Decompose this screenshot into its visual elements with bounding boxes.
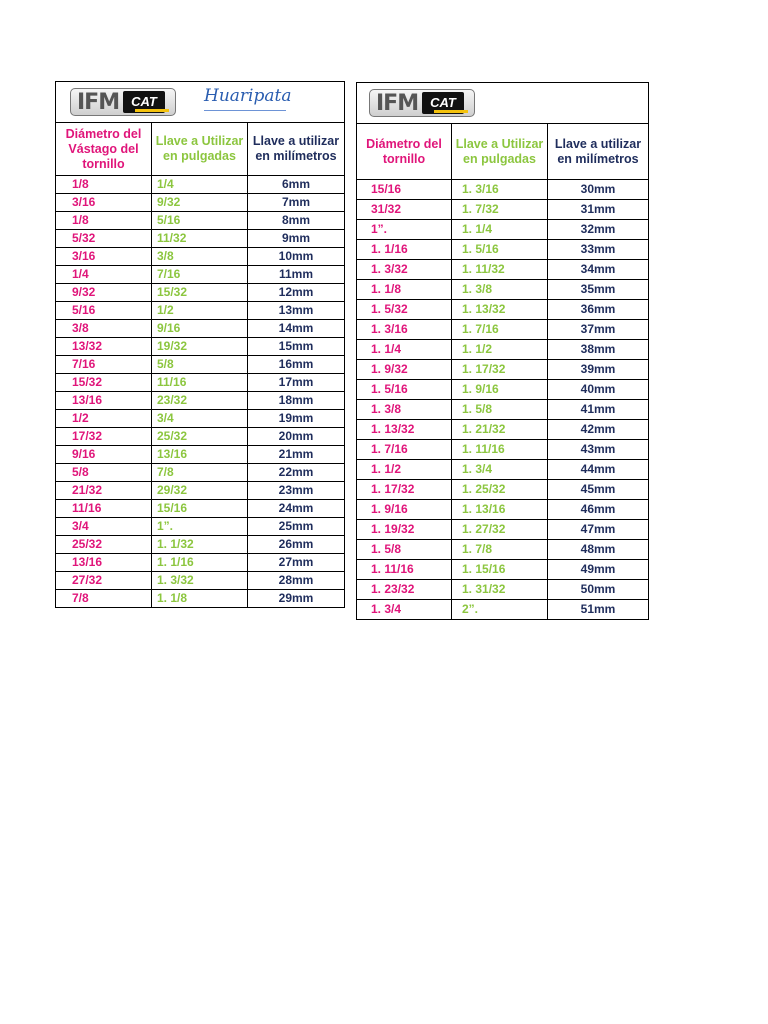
table-row — [357, 420, 649, 440]
table-row — [56, 302, 345, 320]
wrench-mm-cell: 49mm — [548, 560, 649, 580]
wrench-inches-cell: 1. 13/16 — [452, 500, 548, 520]
wrench-inches-cell: 1. 11/32 — [452, 260, 548, 280]
wrench-mm-cell: 34mm — [548, 260, 649, 280]
wrench-inches-cell: 3/4 — [152, 410, 248, 428]
bolt-diameter-cell: 31/32 — [357, 200, 452, 220]
left-logo-header — [56, 82, 345, 123]
bolt-diameter-cell: 1. 3/8 — [357, 400, 452, 420]
bolt-diameter-cell: 7/16 — [56, 356, 152, 374]
bolt-diameter-cell: 1. 13/32 — [357, 420, 452, 440]
right-header-row — [357, 124, 649, 180]
bolt-diameter-cell: 13/32 — [56, 338, 152, 356]
table-row — [357, 380, 649, 400]
header-wrench-inches: Llave a Utilizar en pulgadas — [152, 123, 248, 176]
table-row — [357, 460, 649, 480]
table-row — [56, 446, 345, 464]
wrench-inches-cell: 5/16 — [152, 212, 248, 230]
wrench-mm-cell: 47mm — [548, 520, 649, 540]
table-row — [56, 518, 345, 536]
wrench-mm-cell: 7mm — [248, 194, 345, 212]
wrench-mm-cell: 22mm — [248, 464, 345, 482]
wrench-mm-cell: 50mm — [548, 580, 649, 600]
wrench-inches-cell: 1. 3/4 — [452, 460, 548, 480]
wrench-mm-cell: 9mm — [248, 230, 345, 248]
table-row — [357, 300, 649, 320]
table-row — [56, 338, 345, 356]
bolt-diameter-cell: 1. 3/32 — [357, 260, 452, 280]
table-row — [357, 320, 649, 340]
cat-logo-text: CAT — [123, 91, 165, 113]
table-row — [56, 356, 345, 374]
table-row — [56, 590, 345, 608]
wrench-inches-cell: 29/32 — [152, 482, 248, 500]
wrench-mm-cell: 25mm — [248, 518, 345, 536]
wrench-mm-cell: 6mm — [248, 176, 345, 194]
wrench-mm-cell: 24mm — [248, 500, 345, 518]
bolt-diameter-cell: 1/8 — [56, 212, 152, 230]
bolt-diameter-cell: 25/32 — [56, 536, 152, 554]
wrench-mm-cell: 37mm — [548, 320, 649, 340]
wrench-mm-cell: 36mm — [548, 300, 649, 320]
bolt-diameter-cell: 21/32 — [56, 482, 152, 500]
right-logo-header — [357, 83, 649, 124]
bolt-diameter-cell: 1. 5/32 — [357, 300, 452, 320]
bolt-diameter-cell: 3/16 — [56, 194, 152, 212]
bolt-diameter-cell: 5/32 — [56, 230, 152, 248]
bolt-diameter-cell: 1. 23/32 — [357, 580, 452, 600]
table-row — [357, 480, 649, 500]
bolt-diameter-cell: 7/8 — [56, 590, 152, 608]
wrench-inches-cell: 9/32 — [152, 194, 248, 212]
wrench-inches-cell: 1. 21/32 — [452, 420, 548, 440]
wrench-inches-cell: 1. 11/16 — [452, 440, 548, 460]
bolt-diameter-cell: 9/32 — [56, 284, 152, 302]
wrench-mm-cell: 33mm — [548, 240, 649, 260]
bolt-diameter-cell: 13/16 — [56, 554, 152, 572]
bolt-diameter-cell: 1/2 — [56, 410, 152, 428]
ifm-logo-text: IFM — [77, 89, 120, 115]
table-row — [357, 360, 649, 380]
bolt-diameter-cell: 1. 1/16 — [357, 240, 452, 260]
table-row — [357, 540, 649, 560]
bolt-diameter-cell: 1. 17/32 — [357, 480, 452, 500]
table-row — [357, 220, 649, 240]
wrench-inches-cell: 1. 25/32 — [452, 480, 548, 500]
wrench-mm-cell: 23mm — [248, 482, 345, 500]
bolt-diameter-cell: 1”. — [357, 220, 452, 240]
bolt-diameter-cell: 1. 7/16 — [357, 440, 452, 460]
header-wrench-inches: Llave a Utilizar en pulgadas — [452, 124, 548, 180]
table-row — [357, 180, 649, 200]
wrench-mm-cell: 45mm — [548, 480, 649, 500]
wrench-mm-cell: 17mm — [248, 374, 345, 392]
wrench-inches-cell: 3/8 — [152, 248, 248, 266]
wrench-inches-cell: 1. 3/32 — [152, 572, 248, 590]
header-wrench-mm: Llave a utilizar en milímetros — [248, 123, 345, 176]
table-row — [56, 572, 345, 590]
table-row — [56, 374, 345, 392]
table-row — [357, 340, 649, 360]
wrench-inches-cell: 1. 17/32 — [452, 360, 548, 380]
table-row — [56, 536, 345, 554]
wrench-inches-cell: 1/4 — [152, 176, 248, 194]
wrench-inches-cell: 1. 1/8 — [152, 590, 248, 608]
huaripata-underline — [204, 110, 286, 111]
table-row — [56, 230, 345, 248]
bolt-diameter-cell: 1/4 — [56, 266, 152, 284]
table-row — [357, 560, 649, 580]
wrench-mm-cell: 38mm — [548, 340, 649, 360]
wrench-mm-cell: 10mm — [248, 248, 345, 266]
wrench-inches-cell: 1. 31/32 — [452, 580, 548, 600]
wrench-inches-cell: 1. 9/16 — [452, 380, 548, 400]
ifm-cat-logo — [70, 88, 176, 116]
bolt-diameter-cell: 3/4 — [56, 518, 152, 536]
wrench-mm-cell: 28mm — [248, 572, 345, 590]
table-row — [357, 200, 649, 220]
wrench-mm-cell: 29mm — [248, 590, 345, 608]
wrench-inches-cell: 13/16 — [152, 446, 248, 464]
wrench-inches-cell: 1”. — [152, 518, 248, 536]
bolt-diameter-cell: 15/32 — [56, 374, 152, 392]
bolt-diameter-cell: 3/16 — [56, 248, 152, 266]
bolt-diameter-cell: 1. 1/2 — [357, 460, 452, 480]
table-row — [56, 392, 345, 410]
bolt-diameter-cell: 1. 5/8 — [357, 540, 452, 560]
wrench-inches-cell: 23/32 — [152, 392, 248, 410]
bolt-diameter-cell: 1. 3/4 — [357, 600, 452, 620]
wrench-mm-cell: 8mm — [248, 212, 345, 230]
wrench-inches-cell: 1. 1/16 — [152, 554, 248, 572]
left-conversion-table — [55, 81, 345, 608]
table-row — [56, 554, 345, 572]
table-row — [56, 194, 345, 212]
wrench-mm-cell: 31mm — [548, 200, 649, 220]
bolt-diameter-cell: 17/32 — [56, 428, 152, 446]
table-row — [56, 212, 345, 230]
bolt-diameter-cell: 27/32 — [56, 572, 152, 590]
wrench-inches-cell: 1. 3/8 — [452, 280, 548, 300]
table-row — [357, 600, 649, 620]
bolt-diameter-cell: 1/8 — [56, 176, 152, 194]
table-row — [56, 410, 345, 428]
wrench-inches-cell: 15/16 — [152, 500, 248, 518]
bolt-diameter-cell: 1. 1/4 — [357, 340, 452, 360]
table-row — [357, 500, 649, 520]
wrench-mm-cell: 46mm — [548, 500, 649, 520]
left-header-row — [56, 123, 345, 176]
bolt-diameter-cell: 1. 9/16 — [357, 500, 452, 520]
wrench-mm-cell: 21mm — [248, 446, 345, 464]
wrench-inches-cell: 1. 15/16 — [452, 560, 548, 580]
table-row — [56, 248, 345, 266]
table-row — [357, 260, 649, 280]
wrench-inches-cell: 1. 5/8 — [452, 400, 548, 420]
table-row — [56, 482, 345, 500]
wrench-inches-cell: 11/16 — [152, 374, 248, 392]
huaripata-logo: Huaripata — [204, 86, 292, 106]
wrench-inches-cell: 11/32 — [152, 230, 248, 248]
wrench-mm-cell: 30mm — [548, 180, 649, 200]
bolt-diameter-cell: 5/16 — [56, 302, 152, 320]
table-row — [357, 280, 649, 300]
wrench-mm-cell: 44mm — [548, 460, 649, 480]
bolt-diameter-cell: 13/16 — [56, 392, 152, 410]
wrench-mm-cell: 15mm — [248, 338, 345, 356]
bolt-diameter-cell: 1. 19/32 — [357, 520, 452, 540]
wrench-mm-cell: 51mm — [548, 600, 649, 620]
table-row — [357, 240, 649, 260]
wrench-inches-cell: 2”. — [452, 600, 548, 620]
header-bolt-diameter: Diámetro del tornillo — [357, 124, 452, 180]
table-row — [56, 284, 345, 302]
wrench-inches-cell: 1. 1/32 — [152, 536, 248, 554]
bolt-diameter-cell: 1. 5/16 — [357, 380, 452, 400]
header-wrench-mm: Llave a utilizar en milímetros — [548, 124, 649, 180]
ifm-logo-text: IFM — [376, 90, 419, 116]
wrench-inches-cell: 9/16 — [152, 320, 248, 338]
wrench-inches-cell: 1. 3/16 — [452, 180, 548, 200]
wrench-inches-cell: 1. 5/16 — [452, 240, 548, 260]
table-row — [56, 320, 345, 338]
bolt-diameter-cell: 1. 3/16 — [357, 320, 452, 340]
wrench-mm-cell: 40mm — [548, 380, 649, 400]
wrench-mm-cell: 16mm — [248, 356, 345, 374]
bolt-diameter-cell: 11/16 — [56, 500, 152, 518]
table-row — [357, 580, 649, 600]
wrench-inches-cell: 5/8 — [152, 356, 248, 374]
bolt-diameter-cell: 3/8 — [56, 320, 152, 338]
bolt-diameter-cell: 5/8 — [56, 464, 152, 482]
wrench-inches-cell: 15/32 — [152, 284, 248, 302]
wrench-mm-cell: 20mm — [248, 428, 345, 446]
wrench-inches-cell: 1. 7/16 — [452, 320, 548, 340]
right-conversion-table — [356, 82, 649, 620]
wrench-mm-cell: 27mm — [248, 554, 345, 572]
bolt-diameter-cell: 15/16 — [357, 180, 452, 200]
wrench-inches-cell: 7/8 — [152, 464, 248, 482]
bolt-diameter-cell: 1. 1/8 — [357, 280, 452, 300]
wrench-mm-cell: 43mm — [548, 440, 649, 460]
cat-logo-text: CAT — [422, 92, 464, 114]
wrench-mm-cell: 41mm — [548, 400, 649, 420]
table-row — [56, 266, 345, 284]
wrench-inches-cell: 1. 7/8 — [452, 540, 548, 560]
wrench-inches-cell: 7/16 — [152, 266, 248, 284]
wrench-mm-cell: 32mm — [548, 220, 649, 240]
wrench-inches-cell: 1/2 — [152, 302, 248, 320]
wrench-inches-cell: 1. 1/2 — [452, 340, 548, 360]
wrench-inches-cell: 1. 13/32 — [452, 300, 548, 320]
table-row — [357, 400, 649, 420]
bolt-diameter-cell: 1. 9/32 — [357, 360, 452, 380]
wrench-mm-cell: 42mm — [548, 420, 649, 440]
wrench-inches-cell: 1. 1/4 — [452, 220, 548, 240]
wrench-inches-cell: 1. 7/32 — [452, 200, 548, 220]
table-row — [56, 500, 345, 518]
wrench-mm-cell: 18mm — [248, 392, 345, 410]
wrench-mm-cell: 48mm — [548, 540, 649, 560]
wrench-mm-cell: 26mm — [248, 536, 345, 554]
wrench-mm-cell: 12mm — [248, 284, 345, 302]
wrench-mm-cell: 13mm — [248, 302, 345, 320]
bolt-diameter-cell: 1. 11/16 — [357, 560, 452, 580]
table-row — [56, 428, 345, 446]
wrench-mm-cell: 19mm — [248, 410, 345, 428]
table-row — [56, 464, 345, 482]
wrench-mm-cell: 14mm — [248, 320, 345, 338]
wrench-mm-cell: 39mm — [548, 360, 649, 380]
wrench-mm-cell: 11mm — [248, 266, 345, 284]
ifm-cat-logo — [369, 89, 475, 117]
wrench-inches-cell: 1. 27/32 — [452, 520, 548, 540]
cat-logo-stripe — [135, 109, 169, 112]
table-row — [56, 176, 345, 194]
wrench-inches-cell: 25/32 — [152, 428, 248, 446]
cat-logo-stripe — [434, 110, 468, 113]
table-row — [357, 520, 649, 540]
header-bolt-diameter: Diámetro del Vástago del tornillo — [56, 123, 152, 176]
wrench-mm-cell: 35mm — [548, 280, 649, 300]
bolt-diameter-cell: 9/16 — [56, 446, 152, 464]
wrench-inches-cell: 19/32 — [152, 338, 248, 356]
table-row — [357, 440, 649, 460]
